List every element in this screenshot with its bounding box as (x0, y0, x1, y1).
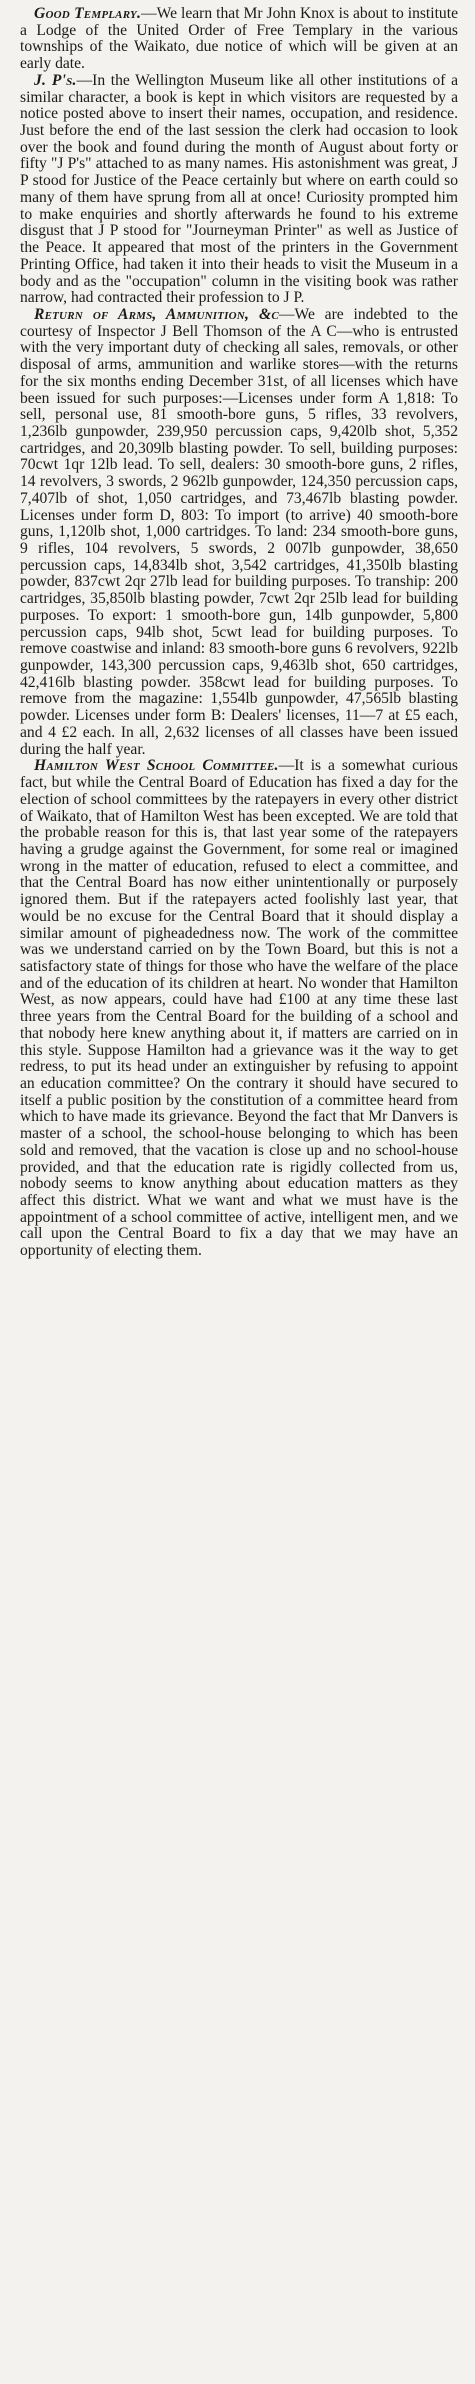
article-good-templary (20, 6, 458, 73)
article-body: —We are indebted to the courtesy of Inspector J Bell Thomson of the A C—who is entrusted with the very important duty of checking all sales, removals, or other disposal of arms, ammunition and warlike stores—with the returns for the six months ending December 31st, of all licenses which have been issued for such purposes:—Licenses under form A 1,818: To sell, personal use, 81 smooth-bore guns, 5 rifles, 33 revolvers, 1,236lb gunpowder, 239,950 percussion caps, 9,420lb shot, 5,352 cartridges, and 20,309lb blasting powder. To sell, building purposes: 70cwt 1qr 12lb lead. To sell, dealers: 30 smooth-bore guns, 2 rifles, 14 revolvers, 3 swords, 2 962lb gunpowder, 124,350 percussion caps, 7,407lb of shot, 1,050 cartridges, and 73,467lb blasting powder. Licenses under form D, 803: To import (to arrive) 40 smooth-bore guns, 1,120lb shot, 1,000 cartridges. To land: 234 smooth-bore guns, 9 rifles, 104 revolvers, 5 swords, 2 007lb gunpowder, 38,650 percussion caps, 14,834lb shot, 3,542 cartridges, 41,350lb blasting powder, 837cwt 2qr 27lb lead for building purposes. To tranship: 200 cartridges, 35,850lb blasting powder, 7cwt 2qr 25lb lead for building purposes. To export: 1 smooth-bore gun, 14lb gunpowder, 5,800 percussion caps, 94lb shot, 5cwt lead for building purposes. To remove coastwise and inland: 83 smooth-bore guns 6 revolvers, 922lb gunpowder, 143,300 percussion caps, 9,463lb shot, 650 cartridges, 42,416lb blasting powder. 358cwt lead for building purposes. To remove from the magazine: 1,554lb gunpowder, 47,565lb blasting powder. Licenses under form B: Dealers' licenses, 11—7 at £5 each, and 4 £2 each. In all, 2,632 licenses of all classes have been issued during the half year. (20, 305, 458, 758)
article-jps (20, 73, 458, 307)
article-heading: Hamilton West School Committee. (34, 757, 279, 775)
article-body: —It is a somewhat curious fact, but while the Central Board of Education has fixed a day for the election of school committees by the ratepayers in every other district of Waikato, that of Hamilton West has been excepted. We are told that the probable reason for this is, that last year some of the ratepayers having a grudge against the Government, for some real or imagined wrong in the matter of education, refused to elect a committee, and that the Central Board has now either unintentionally or purposely ignored them. But if the ratepayers acted foolishly last year, that would be no excuse for the Central Board that it should display a similar amount of pigheadedness now. The work of the committee was we understand carried on by the Town Board, but this is not a satisfactory state of things for those who have the welfare of the place and of the education of its children at heart. No wonder that Hamilton West, as now appears, could have had £100 at any time these last three years from the Central Board for the building of a school and that nobody here knew anything about it, if matters are carried on in this style. Suppose Hamilton had a grievance was it the way to get redress, to put its head under an extinguisher by refusing to appoint an education committee? On the contrary it should have secured to itself a public position by the constitution of a committee heard from which to have made its grievance. Beyond the fact that Mr Danvers is master of a school, the school-house belonging to which has been sold and removed, that the vacation is close up and no school-house provided, and that the education rate is rigidly collected from us, nobody seems to know anything about education matters as they affect this district. What we want and what we must have is the appointment of a school committee of active, intelligent men, and we call upon the Central Board to fix a day that we may have an opportunity of electing them. (20, 757, 459, 1260)
article-body: —We learn that Mr John Knox is about to institute a Lodge of the United Order of Free Templary in the various townships of the Waikato, due notice of which will be given at an early date. (20, 5, 458, 73)
article-heading: Good Templary. (34, 5, 142, 22)
article-heading: Return of Arms, Ammunition, &c (34, 305, 279, 323)
article-body: —In the Wellington Museum like all other institutions of a similar character, a book is kept in which visitors are requested by a notice posted above to insert their names, occupation, and residence. Just before the end of the last session the clerk had occasion to look over the book and found during the month of August about forty or fifty "J P's" attached to as many names. His astonishment was great, J P stood for Justice of the Peace certainly but where on earth could so many of them have sprung from all at once! Curiosity prompted him to make enquiries and shortly afterwards he found to his extreme disgust that J P stood for "Journeyman Printer" as well as Justice of the Peace. It appeared that most of the printers in the Government Printing Office, had taken it into their heads to visit the Museum in a body and as the "occupation" column in the visiting book was rather narrow, had contracted their profession to J P. (20, 71, 458, 307)
article-return-of-arms (20, 307, 458, 758)
news-column (20, 6, 458, 1260)
article-hamilton-west-school (20, 758, 458, 1260)
article-heading: J. P's. (34, 71, 77, 89)
